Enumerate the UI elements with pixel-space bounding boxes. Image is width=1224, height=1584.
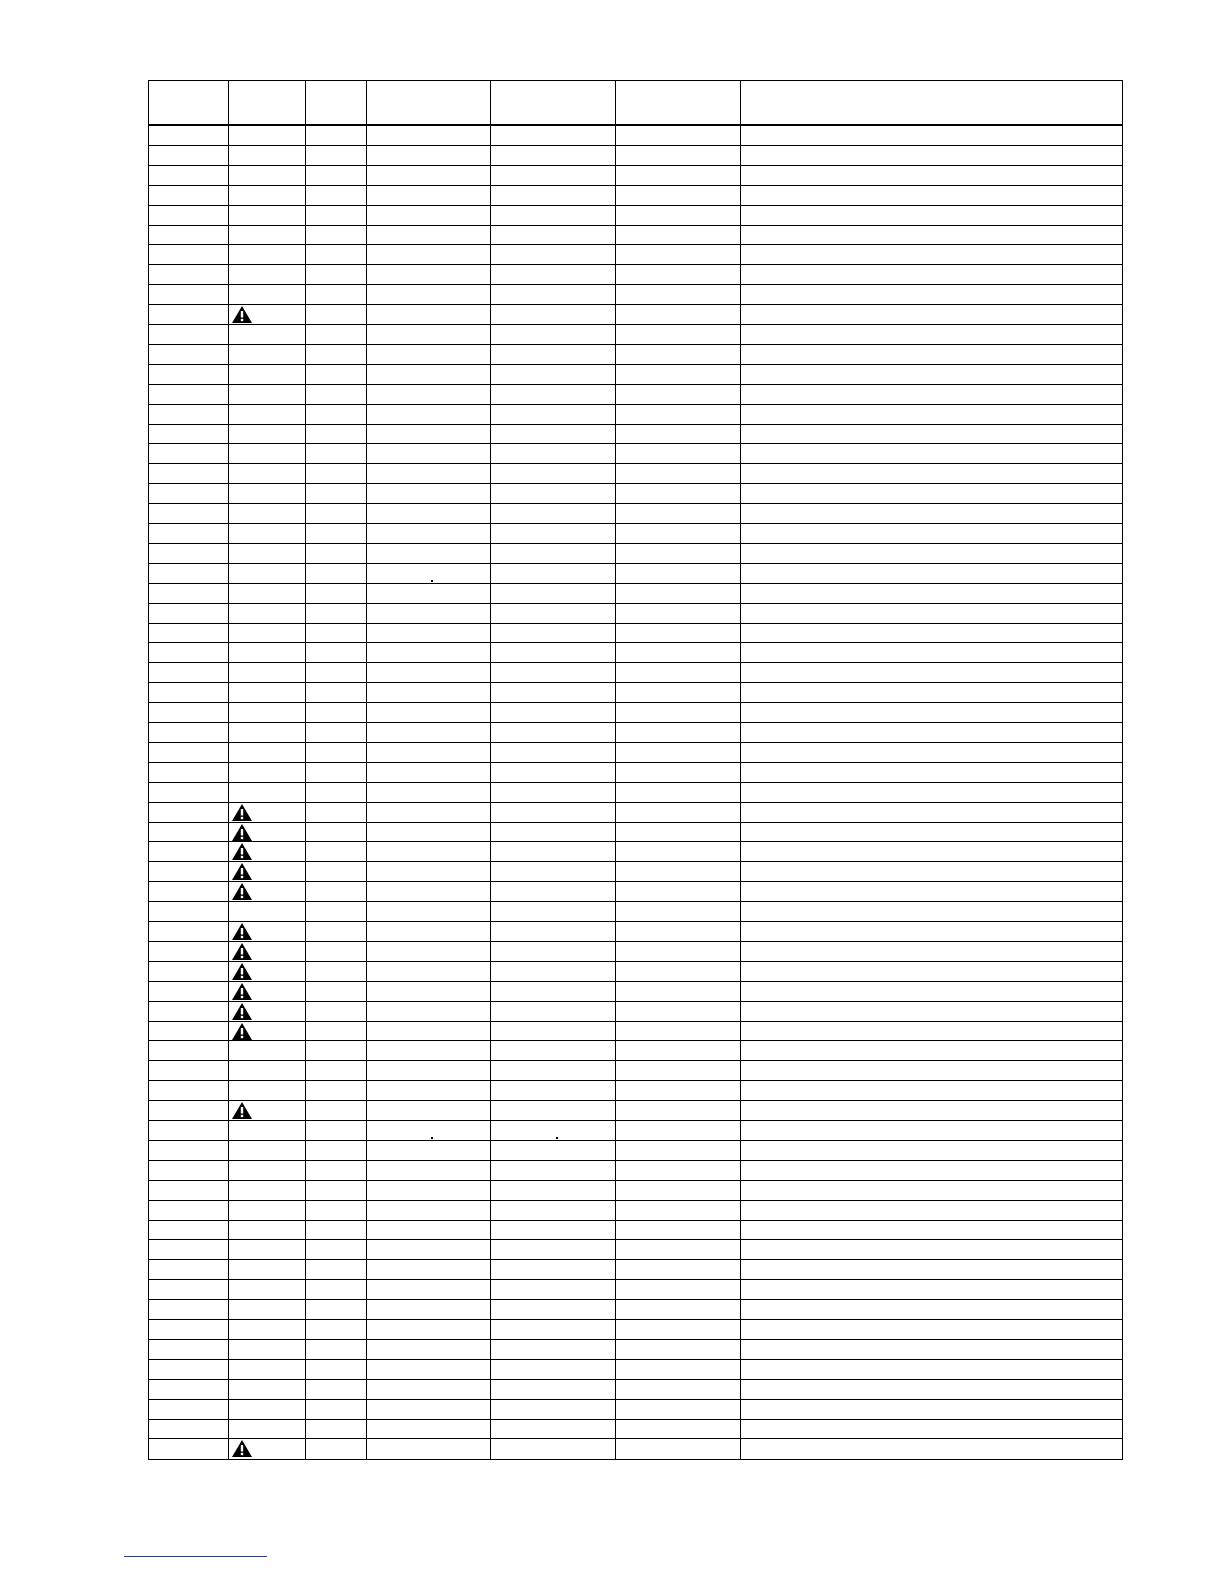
row-divider: [149, 722, 1122, 723]
column-divider-6: [740, 80, 741, 1459]
row-divider: [149, 165, 1122, 166]
row-divider: [149, 384, 1122, 385]
row-divider: [149, 1080, 1122, 1081]
row-divider: [149, 185, 1122, 186]
caution-triangle-icon: [231, 842, 253, 861]
row-divider: [149, 702, 1122, 703]
caution-triangle-icon: [231, 823, 253, 842]
row-divider: [149, 364, 1122, 365]
row-divider: [149, 603, 1122, 604]
row-divider: [149, 1200, 1122, 1201]
table-top-border: [149, 80, 1122, 81]
row-divider: [149, 1120, 1122, 1121]
row-divider: [149, 1339, 1122, 1340]
header-rule: [149, 124, 1122, 126]
row-divider: [149, 1040, 1122, 1041]
caution-triangle-icon: [231, 962, 253, 981]
row-divider: [149, 901, 1122, 902]
row-divider: [149, 244, 1122, 245]
caution-triangle-icon: [231, 1022, 253, 1041]
row-divider: [149, 145, 1122, 146]
parts-table-grid: [148, 80, 1123, 1460]
row-divider: [149, 404, 1122, 405]
row-divider: [149, 264, 1122, 265]
row-divider: [149, 324, 1122, 325]
column-divider-5: [615, 80, 616, 1459]
caution-triangle-icon: [231, 803, 253, 822]
scan-speck: [556, 1137, 558, 1139]
row-divider: [149, 1160, 1122, 1161]
row-divider: [149, 1319, 1122, 1320]
row-divider: [149, 1359, 1122, 1360]
row-divider: [149, 483, 1122, 484]
row-divider: [149, 1001, 1122, 1002]
row-divider: [149, 424, 1122, 425]
column-divider-4: [490, 80, 491, 1459]
caution-triangle-icon: [231, 942, 253, 961]
row-divider: [149, 802, 1122, 803]
row-divider: [149, 205, 1122, 206]
footer-link-underline[interactable]: [124, 1556, 267, 1557]
column-divider-1: [228, 80, 229, 1459]
row-divider: [149, 1299, 1122, 1300]
row-divider: [149, 981, 1122, 982]
row-divider: [149, 961, 1122, 962]
row-divider: [149, 344, 1122, 345]
row-divider: [149, 1239, 1122, 1240]
row-divider: [149, 623, 1122, 624]
caution-triangle-icon: [231, 862, 253, 881]
row-divider: [149, 563, 1122, 564]
row-divider: [149, 304, 1122, 305]
column-divider-2: [305, 80, 306, 1459]
caution-triangle-icon: [231, 1439, 253, 1458]
row-divider: [149, 583, 1122, 584]
row-divider: [149, 1438, 1122, 1439]
scan-speck: [431, 1137, 433, 1139]
row-divider: [149, 841, 1122, 842]
caution-triangle-icon: [231, 1002, 253, 1021]
row-divider: [149, 941, 1122, 942]
row-divider: [149, 1180, 1122, 1181]
caution-triangle-icon: [231, 305, 253, 324]
column-divider-3: [366, 80, 367, 1459]
scan-speck: [431, 580, 433, 582]
row-divider: [149, 642, 1122, 643]
row-divider: [149, 443, 1122, 444]
row-divider: [149, 225, 1122, 226]
row-divider: [149, 503, 1122, 504]
row-divider: [149, 1419, 1122, 1420]
row-divider: [149, 1021, 1122, 1022]
row-divider: [149, 682, 1122, 683]
row-divider: [149, 1100, 1122, 1101]
caution-triangle-icon: [231, 922, 253, 941]
row-divider: [149, 1060, 1122, 1061]
row-divider: [149, 543, 1122, 544]
row-divider: [149, 662, 1122, 663]
row-divider: [149, 1140, 1122, 1141]
row-divider: [149, 1379, 1122, 1380]
row-divider: [149, 861, 1122, 862]
row-divider: [149, 284, 1122, 285]
row-divider: [149, 463, 1122, 464]
row-divider: [149, 822, 1122, 823]
caution-triangle-icon: [231, 982, 253, 1001]
row-divider: [149, 762, 1122, 763]
row-divider: [149, 1279, 1122, 1280]
row-divider: [149, 921, 1122, 922]
row-divider: [149, 1220, 1122, 1221]
caution-triangle-icon: [231, 1101, 253, 1120]
row-divider: [149, 782, 1122, 783]
row-divider: [149, 1259, 1122, 1260]
row-divider: [149, 742, 1122, 743]
row-divider: [149, 523, 1122, 524]
row-divider: [149, 881, 1122, 882]
caution-triangle-icon: [231, 882, 253, 901]
row-divider: [149, 1399, 1122, 1400]
